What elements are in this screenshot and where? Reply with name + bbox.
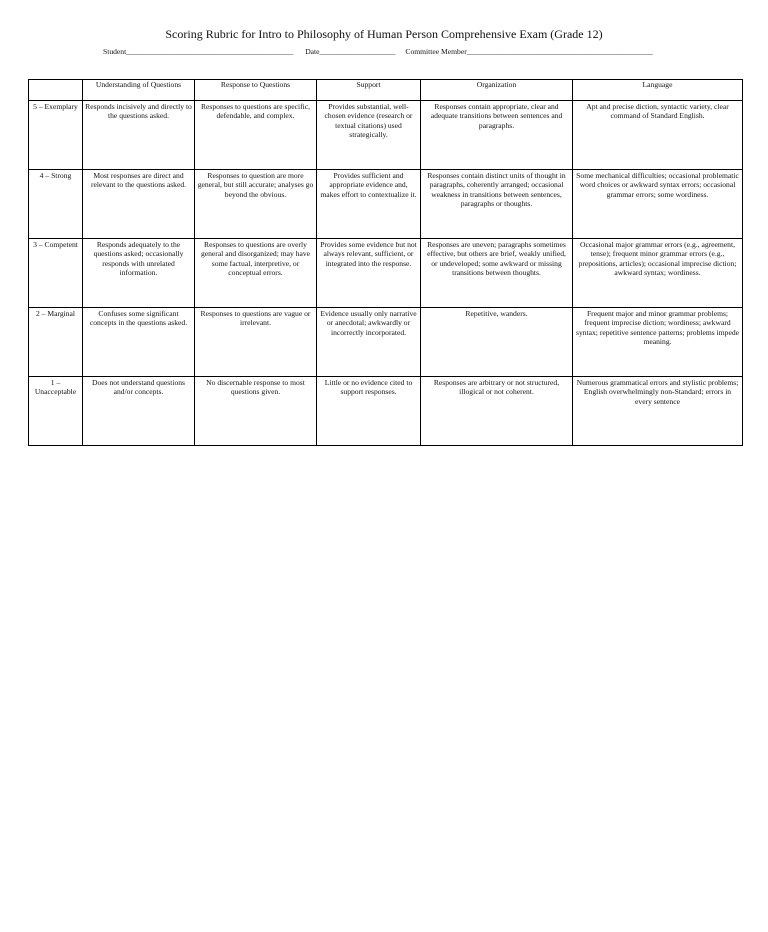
header-row [29,80,743,101]
table-row [29,308,743,377]
table-cell: Provides some evidence but not always relevant, sufficient, or integrated into the response. [317,239,421,308]
table-cell: Responses to questions are overly general and disorganized; may have some factual, interpretive, or conceptual errors. [195,239,317,308]
table-cell: Provides substantial, well-chosen evidence (research or textual citations) used strategically. [317,101,421,170]
header-cell-response: Response to Questions [195,80,317,101]
table-cell: Responds adequately to the questions asked; occasionally responds with unrelated information. [83,239,195,308]
table-cell: Does not understand questions and/or concepts. [83,377,195,446]
table-cell: Responses to questions are vague or irrelevant. [195,308,317,377]
date-field: Date____________________ [305,47,396,56]
page-title: Scoring Rubric for Intro to Philosophy of Human Person Comprehensive Exam (Grade 12) [165,27,603,41]
table-cell: Frequent major and minor grammar problems; frequent imprecise diction; wordiness; awkward syntax; repetitive sentence patterns; problems impede meaning. [573,308,743,377]
table-row [29,170,743,239]
table-cell: Responses contain appropriate, clear and adequate transitions between sentences and paragraphs. [421,101,573,170]
level-cell: 3 – Competent [29,239,83,308]
table-row [29,239,743,308]
student-field: Student____________________________________________ [103,47,294,56]
header-cell-level [29,80,83,101]
table-row [29,101,743,170]
level-cell: 2 – Marginal [29,308,83,377]
level-cell: 4 – Strong [29,170,83,239]
level-cell: 1 – Unacceptable [29,377,83,446]
table-cell: Evidence usually only narrative or anecdotal; awkwardly or incorrectly incorporated. [317,308,421,377]
table-cell: Occasional major grammar errors (e.g., agreement, tense); frequent minor grammar errors (e.g., prepositions, articles); occasional imprecise diction; awkward syntax; wordiness. [573,239,743,308]
table-cell: Numerous grammatical errors and stylistic problems; English overwhelmingly non-Standard; errors in every sentence [573,377,743,446]
table-cell: Some mechanical difficulties; occasional problematic word choices or awkward syntax errors; occasional grammar errors; some wordiness. [573,170,743,239]
table-cell: Responses contain distinct units of thought in paragraphs, coherently arranged; occasional weakness in transitions between sentences, paragraphs or thoughts. [421,170,573,239]
header-cell-language: Language [573,80,743,101]
header-cell-support: Support [317,80,421,101]
table-cell: Little or no evidence cited to support responses. [317,377,421,446]
table-cell: Responses to question are more general, but still accurate; analyses go beyond the obvious. [195,170,317,239]
rubric-table [28,79,743,446]
table-cell: Most responses are direct and relevant to the questions asked. [83,170,195,239]
header-cell-understanding: Understanding of Questions [83,80,195,101]
table-cell: Responses to questions are specific, defendable, and complex. [195,101,317,170]
header-cell-organization: Organization [421,80,573,101]
table-cell: Apt and precise diction, syntactic variety, clear command of Standard English. [573,101,743,170]
table-cell: Confuses some significant concepts in the questions asked. [83,308,195,377]
header-fields [103,47,653,57]
table-cell: Responses are uneven; paragraphs sometimes effective, but others are brief, weakly unified, or undeveloped; some awkward or missing transitions between thoughts. [421,239,573,308]
table-cell: Responses are arbitrary or not structured, illogical or not coherent. [421,377,573,446]
table-cell: Responds incisively and directly to the questions asked. [83,101,195,170]
committee-member-field: Committee Member_________________________________________________ [405,47,653,56]
level-cell: 5 – Exemplary [29,101,83,170]
table-row [29,377,743,446]
table-cell: No discernable response to most questions given. [195,377,317,446]
table-cell: Repetitive, wanders. [421,308,573,377]
table-cell: Provides sufficient and appropriate evidence and, makes effort to contextualize it. [317,170,421,239]
